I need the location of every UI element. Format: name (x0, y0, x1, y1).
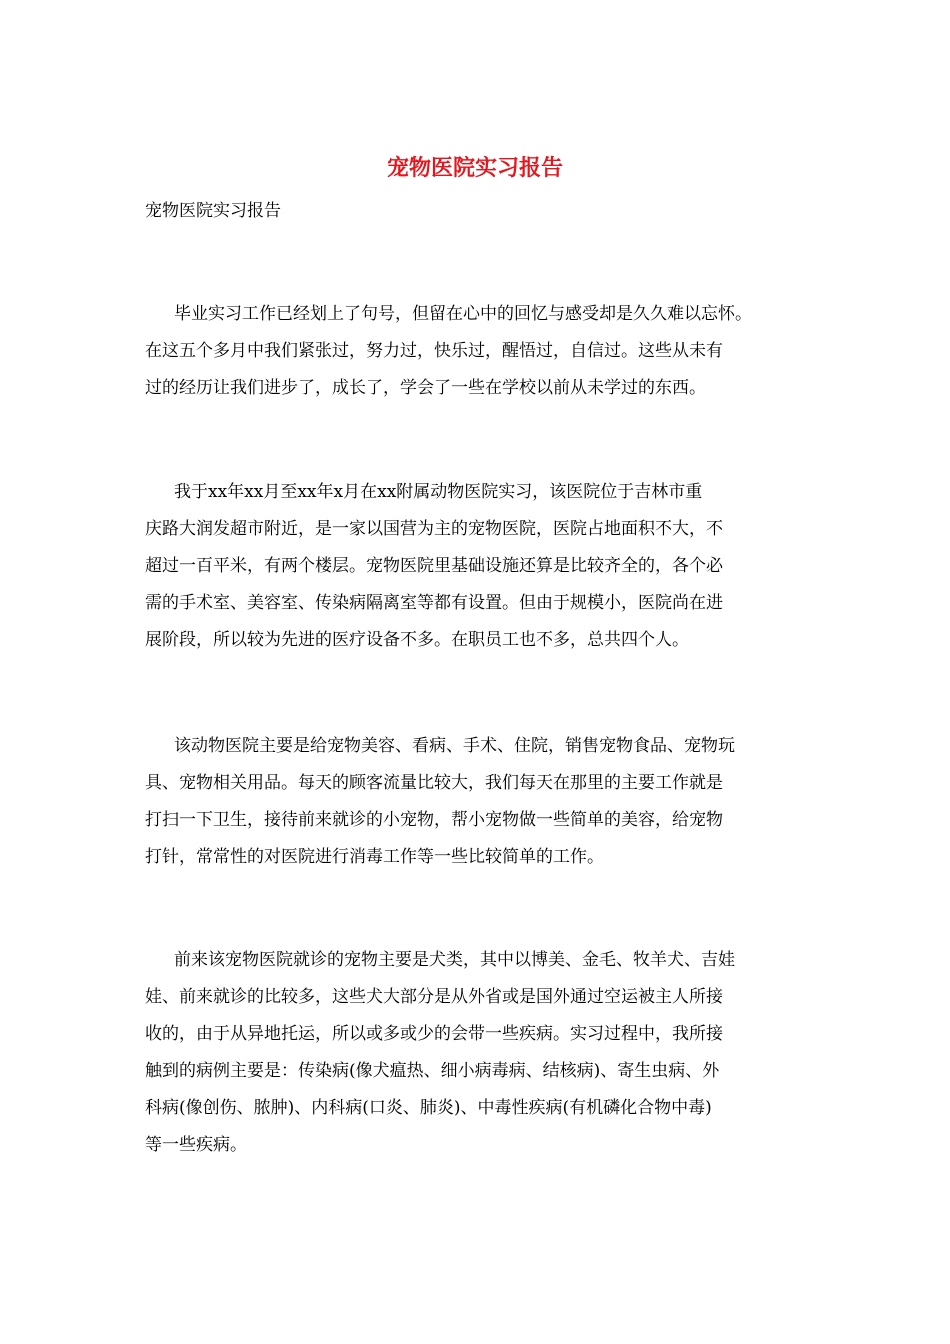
paragraph-line: 前来该宠物医院就诊的宠物主要是犬类，其中以博美、金毛、牧羊犬、吉娃 (174, 950, 735, 970)
paragraph-line: 科病(像创伤、脓肿)、内科病(口炎、肺炎)、中毒性疾病(有机磷化合物中毒) (145, 1098, 712, 1118)
document-title: 宠物医院实习报告 (386, 155, 563, 181)
paragraph-line: 等一些疾病。 (145, 1135, 247, 1155)
document-subtitle: 宠物医院实习报告 (145, 201, 281, 221)
paragraph-line: 我于xx年xx月至xx年x月在xx附属动物医院实习，该医院位于吉林市重 (174, 482, 703, 502)
paragraph-line: 收的，由于从异地托运，所以或多或少的会带一些疾病。实习过程中，我所接 (145, 1024, 723, 1044)
paragraph-line: 触到的病例主要是：传染病(像犬瘟热、细小病毒病、结核病)、寄生虫病、外 (145, 1061, 720, 1081)
paragraph-line: 在这五个多月中我们紧张过，努力过，快乐过，醒悟过，自信过。这些从未有 (145, 341, 723, 361)
paragraph-line: 过的经历让我们进步了，成长了，学会了一些在学校以前从未学过的东西。 (145, 378, 706, 398)
paragraph-line: 娃、前来就诊的比较多，这些犬大部分是从外省或是国外通过空运被主人所接 (145, 987, 723, 1007)
paragraph-line: 展阶段，所以较为先进的医疗设备不多。在职员工也不多，总共四个人。 (145, 630, 689, 650)
paragraph-line: 该动物医院主要是给宠物美容、看病、手术、住院，销售宠物食品、宠物玩 (174, 736, 735, 756)
paragraph-line: 需的手术室、美容室、传染病隔离室等都有设置。但由于规模小，医院尚在进 (145, 593, 723, 613)
paragraph-4 (145, 942, 817, 1164)
paragraph-3 (145, 728, 817, 876)
paragraph-line: 庆路大润发超市附近，是一家以国营为主的宠物医院，医院占地面积不大，不 (145, 519, 723, 539)
paragraph-2 (145, 474, 817, 659)
paragraph-line: 打扫一下卫生，接待前来就诊的小宠物，帮小宠物做一些简单的美容，给宠物 (145, 810, 723, 830)
paragraph-line: 毕业实习工作已经划上了句号，但留在心中的回忆与感受却是久久难以忘怀。 (174, 304, 752, 324)
paragraph-line: 超过一百平米，有两个楼层。宠物医院里基础设施还算是比较齐全的，各个必 (145, 556, 723, 576)
paragraph-line: 具、宠物相关用品。每天的顾客流量比较大，我们每天在那里的主要工作就是 (145, 773, 723, 793)
paragraph-1 (145, 296, 817, 407)
paragraph-line: 打针，常常性的对医院进行消毒工作等一些比较简单的工作。 (145, 847, 604, 867)
